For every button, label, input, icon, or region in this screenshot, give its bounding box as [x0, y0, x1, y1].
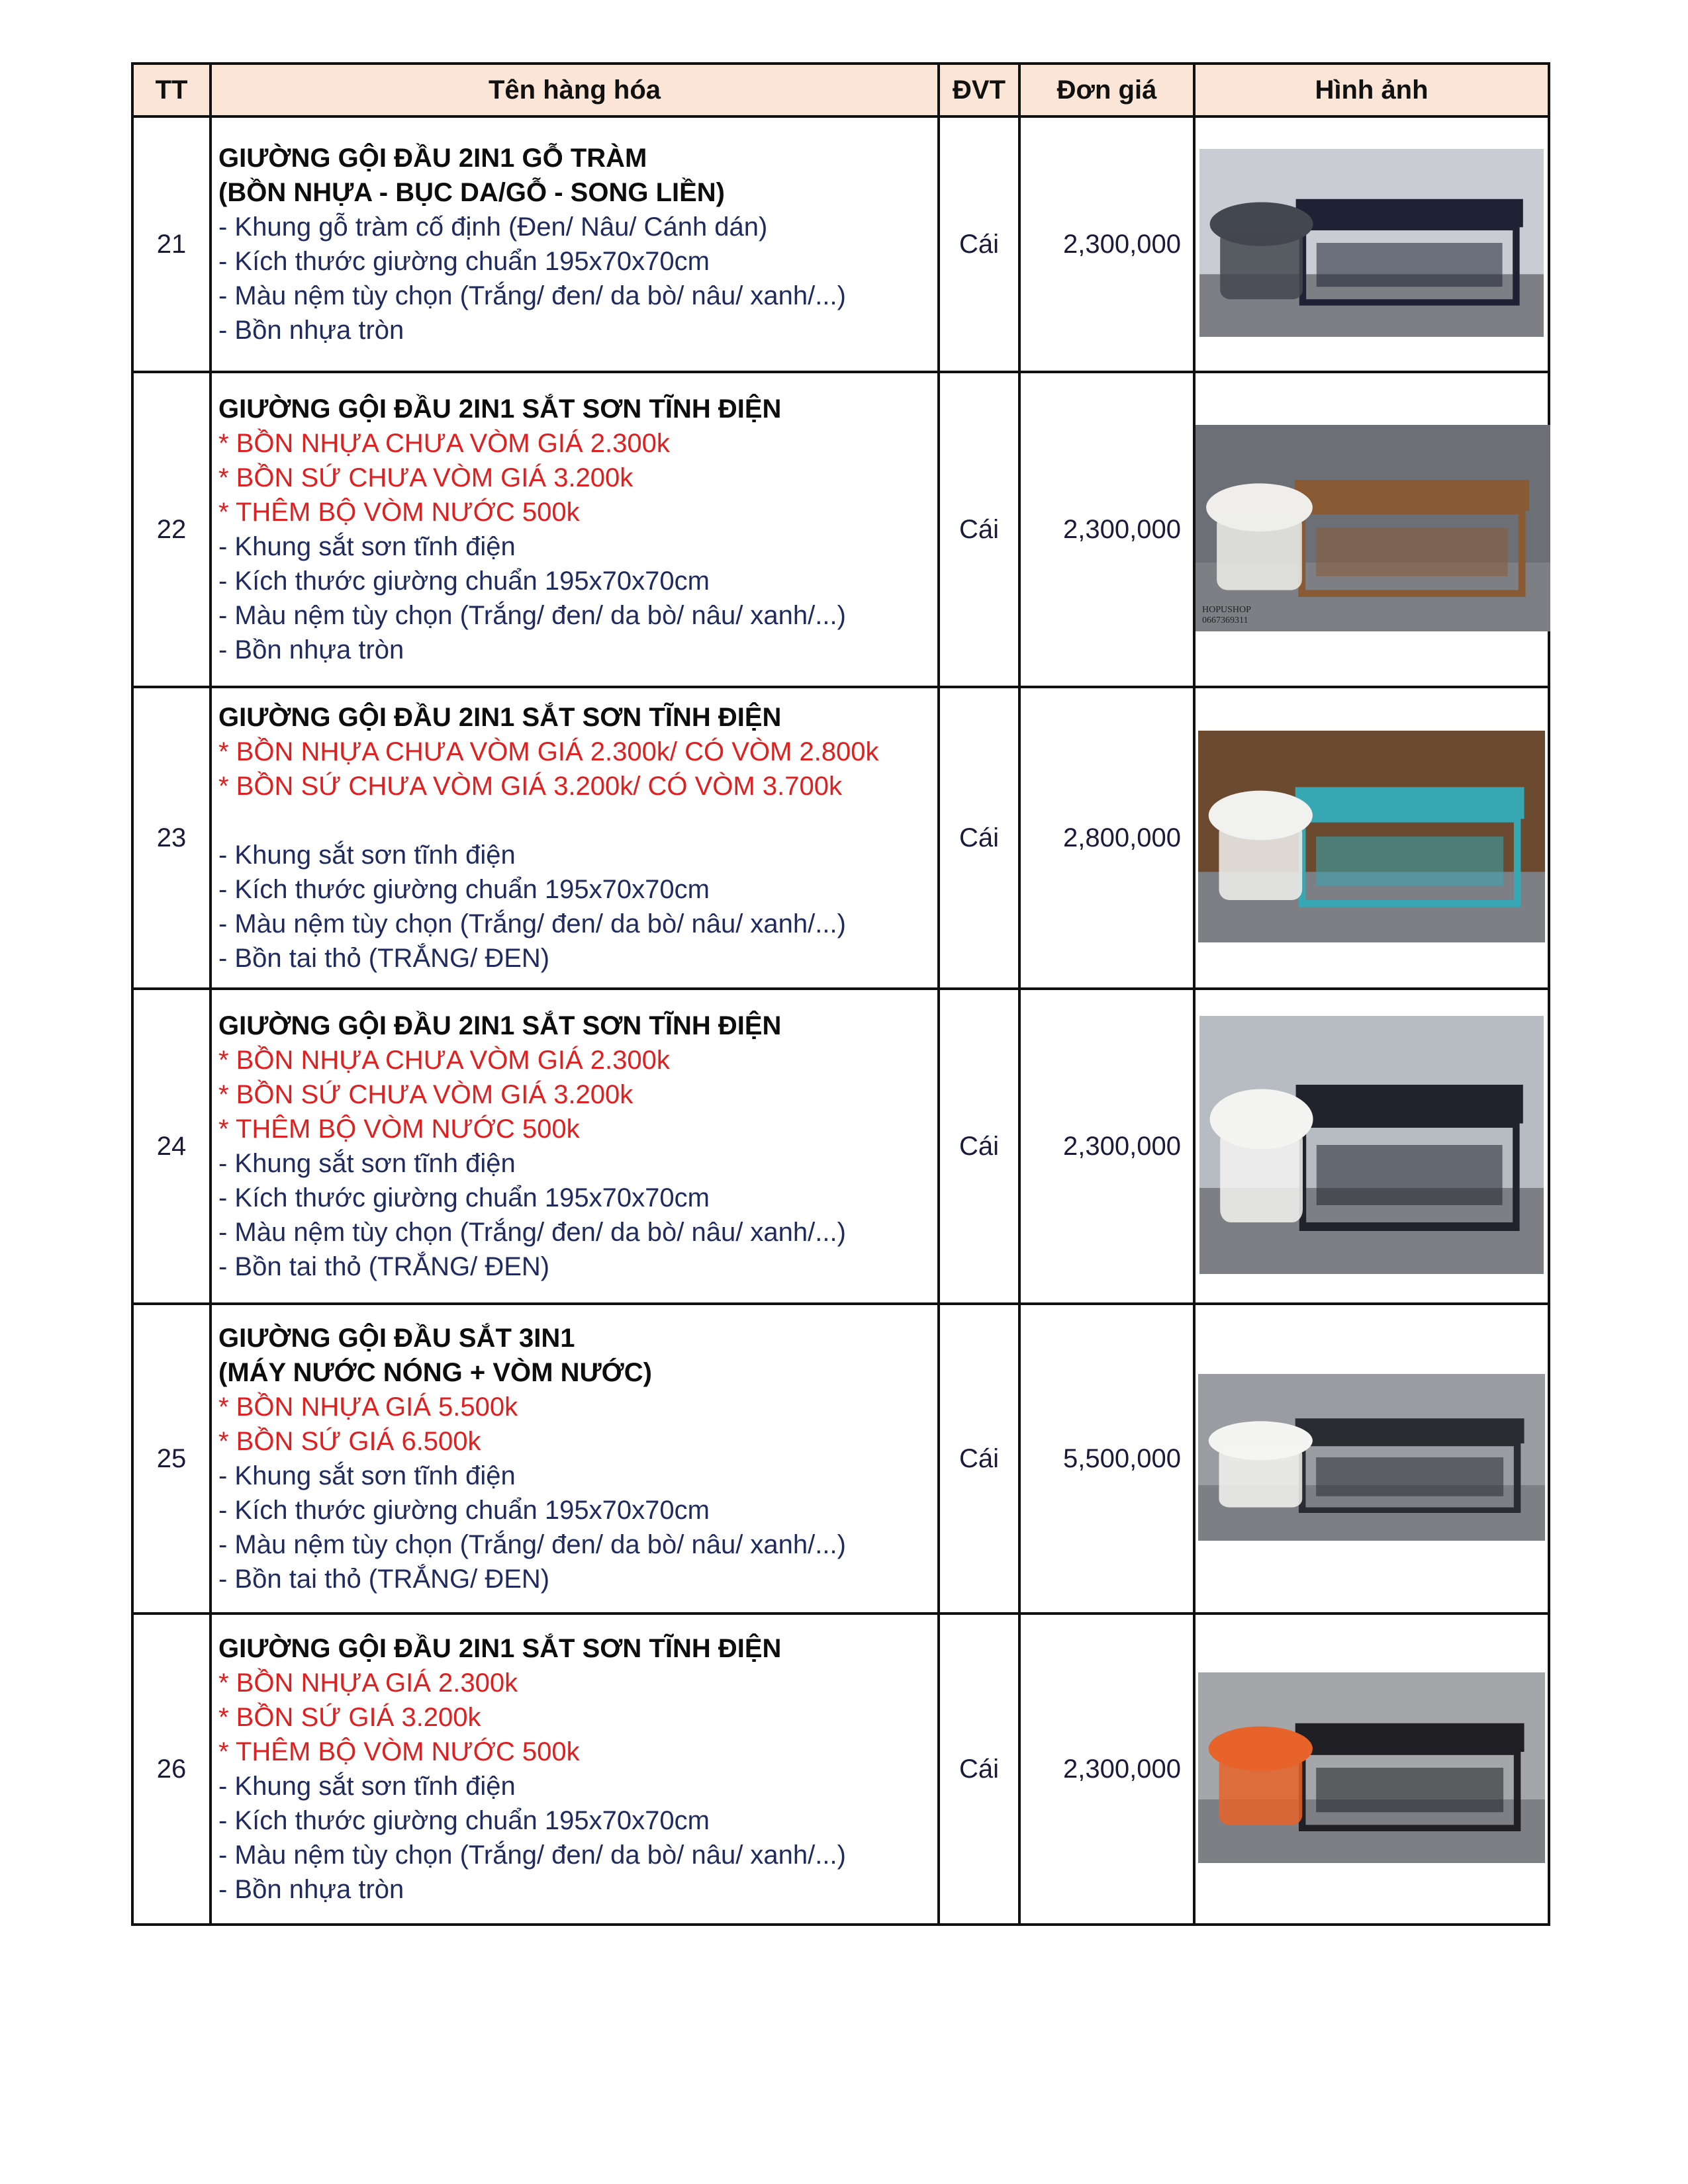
watermark: [1202, 605, 1251, 626]
unit-price: 2,300,000: [1019, 372, 1194, 687]
price-note: * BỒN SỨ CHƯA VÒM GIÁ 3.200k: [218, 1080, 633, 1109]
product-title: (BỒN NHỰA - BỤC DA/GỖ - SONG LIỀN): [218, 178, 725, 207]
product-description: [211, 687, 939, 989]
spec-line: - Khung sắt sơn tĩnh điện: [218, 1772, 516, 1801]
spec-line: - Màu nệm tùy chọn (Trắng/ đen/ da bò/ nâu/ xanh/...): [218, 281, 846, 310]
spec-line: - Bồn nhựa tròn: [218, 1875, 404, 1904]
image-cell: [1194, 116, 1549, 372]
price-note: * BỒN NHỰA CHƯA VÒM GIÁ 2.300k: [218, 1046, 670, 1075]
spec-line: - Bồn tai thỏ (TRẮNG/ ĐEN): [218, 944, 550, 973]
watermark-line: HOPUSHOP: [1202, 604, 1251, 615]
product-description: [211, 989, 939, 1304]
price-note: * BỒN SỨ CHƯA VÒM GIÁ 3.200k/ CÓ VÒM 3.700k: [218, 772, 842, 801]
table-row: [132, 1614, 1549, 1925]
product-photo: [1199, 149, 1544, 337]
spec-line: - Khung sắt sơn tĩnh điện: [218, 532, 516, 561]
product-photo: [1198, 1672, 1545, 1863]
row-number: 21: [132, 116, 211, 372]
product-photo: [1199, 1016, 1544, 1274]
unit-cell: Cái: [939, 1304, 1019, 1614]
spec-line: - Kích thước giường chuẩn 195x70x70cm: [218, 1496, 710, 1525]
table-row: [132, 687, 1549, 989]
spec-line: - Bồn nhựa tròn: [218, 635, 404, 664]
table-row: [132, 989, 1549, 1304]
image-cell: [1194, 1304, 1549, 1614]
product-title: GIƯỜNG GỘI ĐẦU 2IN1 SẮT SƠN TĨNH ĐIỆN: [218, 394, 782, 424]
price-note: * THÊM BỘ VÒM NƯỚC 500k: [218, 1115, 580, 1144]
product-title: GIƯỜNG GỘI ĐẦU SẮT 3IN1: [218, 1324, 575, 1353]
product-photo: [1198, 1374, 1545, 1541]
unit-cell: Cái: [939, 989, 1019, 1304]
header-row: [132, 64, 1549, 116]
image-cell: [1194, 687, 1549, 989]
unit-cell: Cái: [939, 687, 1019, 989]
spec-line: - Khung sắt sơn tĩnh điện: [218, 1461, 516, 1490]
image-cell: [1194, 989, 1549, 1304]
watermark-line: 0667369311: [1202, 615, 1248, 625]
product-title: GIƯỜNG GỘI ĐẦU 2IN1 SẮT SƠN TĨNH ĐIỆN: [218, 1634, 782, 1663]
spec-line: - Màu nệm tùy chọn (Trắng/ đen/ da bò/ nâu/ xanh/...): [218, 601, 846, 630]
table-row: [132, 116, 1549, 372]
header-tt: TT: [132, 64, 211, 116]
spec-line: - Kích thước giường chuẩn 195x70x70cm: [218, 247, 710, 276]
header-name: Tên hàng hóa: [211, 64, 939, 116]
spec-line: - Kích thước giường chuẩn 195x70x70cm: [218, 875, 710, 904]
header-image: Hình ảnh: [1194, 64, 1549, 116]
product-title: (MÁY NƯỚC NÓNG + VÒM NƯỚC): [218, 1358, 652, 1387]
price-note: * BỒN NHỰA GIÁ 5.500k: [218, 1392, 518, 1422]
spec-line: - Kích thước giường chuẩn 195x70x70cm: [218, 567, 710, 596]
unit-price: 2,300,000: [1019, 989, 1194, 1304]
row-number: 26: [132, 1614, 211, 1925]
header-unit: ĐVT: [939, 64, 1019, 116]
spec-line: - Bồn nhựa tròn: [218, 316, 404, 345]
spec-line: [218, 803, 931, 838]
row-number: 23: [132, 687, 211, 989]
spec-line: - Khung gỗ tràm cố định (Đen/ Nâu/ Cánh dán): [218, 212, 768, 242]
spec-line: - Bồn tai thỏ (TRẮNG/ ĐEN): [218, 1565, 550, 1594]
product-title: GIƯỜNG GỘI ĐẦU 2IN1 SẮT SƠN TĨNH ĐIỆN: [218, 703, 782, 732]
price-table: [131, 62, 1550, 1926]
unit-cell: Cái: [939, 116, 1019, 372]
product-description: [211, 1304, 939, 1614]
product-title: GIƯỜNG GỘI ĐẦU 2IN1 SẮT SƠN TĨNH ĐIỆN: [218, 1011, 782, 1040]
price-note: * BỒN SỨ GIÁ 6.500k: [218, 1427, 481, 1456]
table-row: [132, 1304, 1549, 1614]
image-cell: [1194, 1614, 1549, 1925]
spec-line: - Kích thước giường chuẩn 195x70x70cm: [218, 1806, 710, 1835]
row-number: 22: [132, 372, 211, 687]
product-title: GIƯỜNG GỘI ĐẦU 2IN1 GỖ TRÀM: [218, 144, 647, 173]
row-number: 25: [132, 1304, 211, 1614]
unit-price: 2,800,000: [1019, 687, 1194, 989]
table-body: [132, 116, 1549, 1925]
header-price: Đơn giá: [1019, 64, 1194, 116]
price-note: * BỒN SỨ CHƯA VÒM GIÁ 3.200k: [218, 463, 633, 492]
table-row: [132, 372, 1549, 687]
unit-price: 2,300,000: [1019, 1614, 1194, 1925]
price-note: * THÊM BỘ VÒM NƯỚC 500k: [218, 498, 580, 527]
price-note: * BỒN NHỰA CHƯA VÒM GIÁ 2.300k/ CÓ VÒM 2.800k: [218, 737, 879, 766]
price-note: * THÊM BỘ VÒM NƯỚC 500k: [218, 1737, 580, 1766]
image-cell: [1194, 372, 1549, 687]
price-note: * BỒN NHỰA CHƯA VÒM GIÁ 2.300k: [218, 429, 670, 458]
unit-price: 5,500,000: [1019, 1304, 1194, 1614]
spec-line: - Kích thước giường chuẩn 195x70x70cm: [218, 1183, 710, 1212]
product-photo: [1196, 425, 1550, 631]
spec-line: - Bồn tai thỏ (TRẮNG/ ĐEN): [218, 1252, 550, 1281]
row-number: 24: [132, 989, 211, 1304]
spec-line: - Màu nệm tùy chọn (Trắng/ đen/ da bò/ nâu/ xanh/...): [218, 909, 846, 938]
unit-cell: Cái: [939, 372, 1019, 687]
spec-line: - Khung sắt sơn tĩnh điện: [218, 1149, 516, 1178]
product-photo: [1198, 731, 1545, 942]
spec-line: - Màu nệm tùy chọn (Trắng/ đen/ da bò/ nâu/ xanh/...): [218, 1218, 846, 1247]
unit-cell: Cái: [939, 1614, 1019, 1925]
price-note: * BỒN NHỰA GIÁ 2.300k: [218, 1668, 518, 1698]
spec-line: - Màu nệm tùy chọn (Trắng/ đen/ da bò/ nâu/ xanh/...): [218, 1530, 846, 1559]
product-description: [211, 372, 939, 687]
spec-line: - Màu nệm tùy chọn (Trắng/ đen/ da bò/ nâu/ xanh/...): [218, 1841, 846, 1870]
unit-price: 2,300,000: [1019, 116, 1194, 372]
product-description: [211, 116, 939, 372]
price-note: * BỒN SỨ GIÁ 3.200k: [218, 1703, 481, 1732]
product-description: [211, 1614, 939, 1925]
spec-line: - Khung sắt sơn tĩnh điện: [218, 841, 516, 870]
